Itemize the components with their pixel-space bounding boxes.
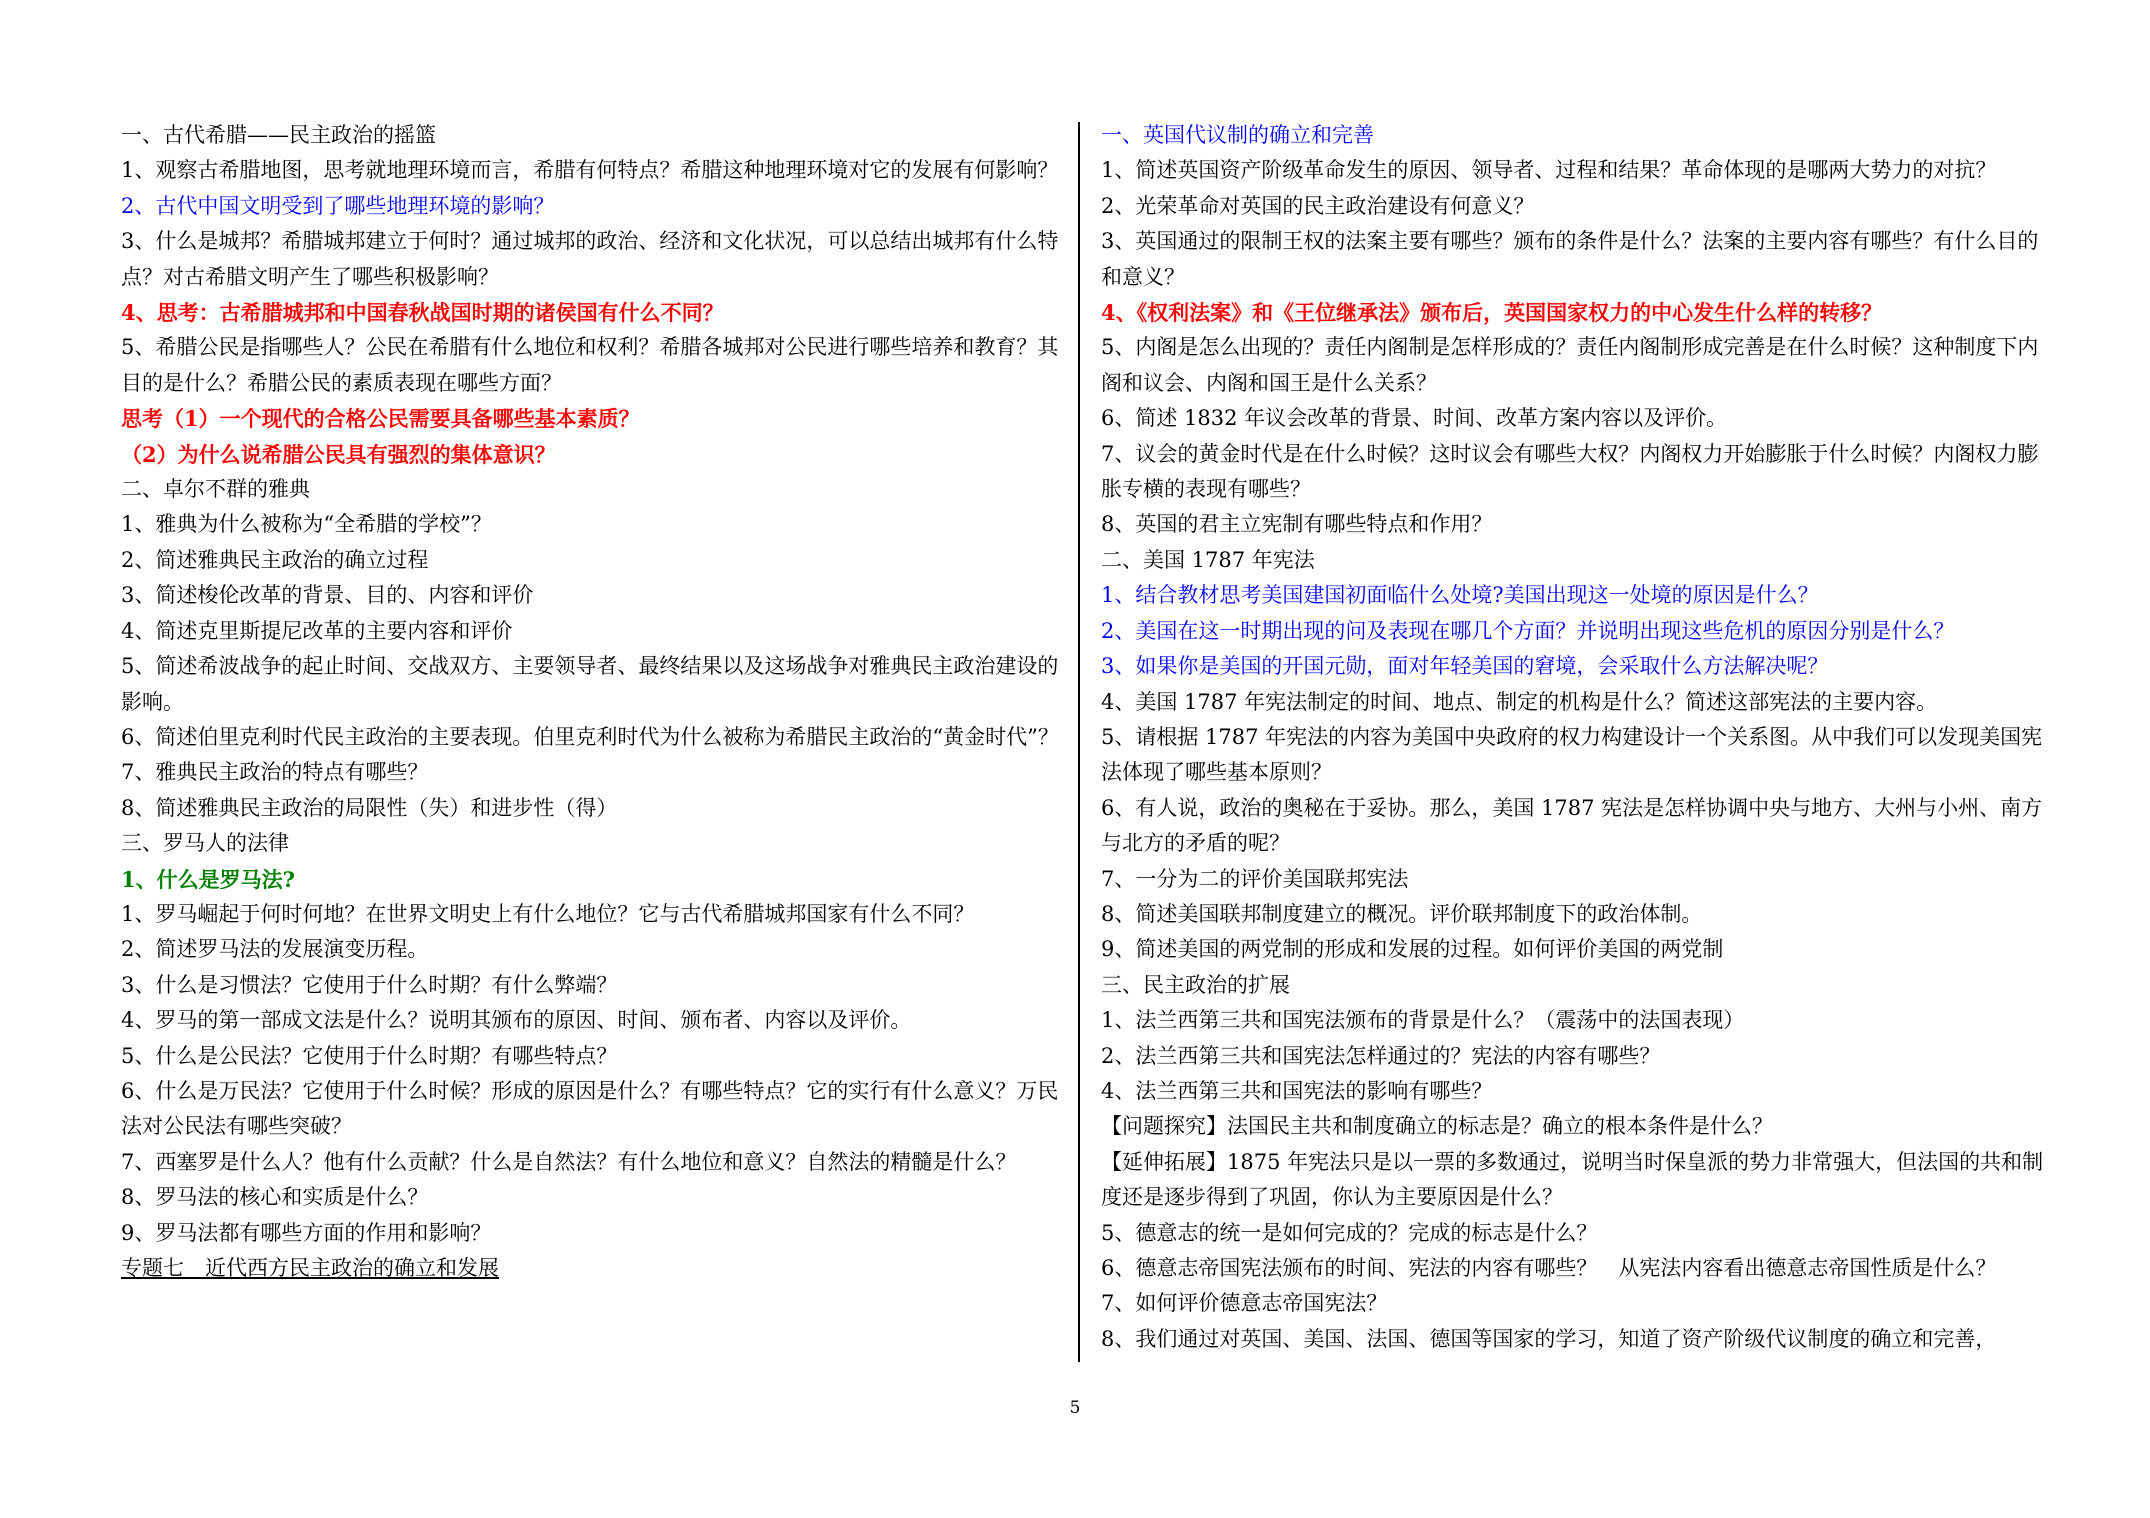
text-line: 6、简述伯里克利时代民主政治的主要表现。伯里克利时代为什么被称为希腊民主政治的“黄金时代”？ [121, 724, 1059, 749]
text-line: 9、罗马法都有哪些方面的作用和影响？ [121, 1220, 492, 1245]
text-line: 2、美国在这一时期出现的问及表现在哪几个方面？并说明出现这些危机的原因分别是什么？ [1101, 618, 1955, 643]
column-divider [1078, 122, 1080, 1362]
text-line: 一、英国代议制的确立和完善 [1101, 123, 1374, 147]
text-line: 7、议会的黄金时代是在什么时候？这时议会有哪些大权？内阁权力开始膨胀于什么时候？内阁权力膨胀专横的表现有哪些？ [1101, 441, 2039, 502]
text-line: 4、法兰西第三共和国宪法的影响有哪些？ [1101, 1078, 1493, 1103]
text-line: 3、什么是习惯法？它使用于什么时期？有什么弊端？ [121, 972, 618, 997]
text-line: 5、什么是公民法？它使用于什么时期？有哪些特点？ [121, 1043, 618, 1068]
text-line: 7、西塞罗是什么人？他有什么贡献？什么是自然法？有什么地位和意义？自然法的精髓是什么？ [121, 1149, 1017, 1174]
text-line: 8、罗马法的核心和实质是什么？ [121, 1185, 429, 1210]
text-line: 1、法兰西第三共和国宪法颁布的背景是什么？（震荡中的法国表现） [1101, 1008, 1745, 1033]
chapter-link[interactable]: 专题七 近代西方民主政治的确立和发展 [121, 1256, 499, 1280]
text-line: 3、什么是城邦？希腊城邦建立于何时？通过城邦的政治、经济和文化状况，可以总结出城邦有什么特点？对古希腊文明产生了哪些积极影响？ [121, 229, 1059, 289]
text-line: 4、《权利法案》和《王位继承法》颁布后，英国国家权力的中心发生什么样的转移？ [1101, 300, 1883, 326]
text-line: 1、雅典为什么被称为“全希腊的学校”？ [121, 512, 492, 537]
text-line: 1、结合教材思考美国建国初面临什么处境?美国出现这一处境的原因是什么？ [1101, 583, 1819, 608]
right-column [1101, 118, 2047, 1357]
text-line: 1、什么是罗马法? [121, 866, 295, 892]
text-line: 1、罗马崛起于何时何地？在世界文明史上有什么地位？它与古代希腊城邦国家有什么不同？ [121, 901, 975, 926]
text-line: 二、卓尔不群的雅典 [121, 477, 310, 502]
text-line: 4、简述克里斯提尼改革的主要内容和评价 [121, 618, 513, 643]
text-line: 2、简述罗马法的发展演变历程。 [121, 937, 429, 962]
text-line: 5、请根据 1787 年宪法的内容为美国中央政府的权力构建设计一个关系图。从中我们可以发现美国宪法体现了哪些基本原则？ [1101, 724, 2043, 785]
text-line: 2、简述雅典民主政治的确立过程 [121, 547, 429, 572]
text-line: 思考（1）一个现代的合格公民需要具备哪些基本素质？ [121, 406, 640, 432]
text-line: 5、内阁是怎么出现的？责任内阁制是怎样形成的？责任内阁制形成完善是在什么时候？这种制度下内阁和议会、内阁和国王是什么关系？ [1101, 335, 2039, 395]
text-line: 6、什么是万民法？它使用于什么时候？形成的原因是什么？有哪些特点？它的实行有什么意义？万民法对公民法有哪些突破？ [121, 1078, 1059, 1139]
text-line: （2）为什么说希腊公民具有强烈的集体意识？ [121, 441, 556, 467]
text-line: 2、法兰西第三共和国宪法怎样通过的？宪法的内容有哪些？ [1101, 1043, 1661, 1068]
text-line: 8、简述雅典民主政治的局限性（失）和进步性（得） [121, 795, 618, 820]
text-line: 6、有人说，政治的奥秘在于妥协。那么，美国 1787 宪法是怎样协调中央与地方、大州与小州、南方与北方的矛盾的呢？ [1101, 795, 2043, 856]
text-line: 4、思考：古希腊城邦和中国春秋战国时期的诸侯国有什么不同？ [121, 300, 724, 326]
text-line: 6、德意志帝国宪法颁布的时间、宪法的内容有哪些？ 从宪法内容看出德意志帝国性质是什么？ [1101, 1256, 1997, 1280]
text-line: 4、罗马的第一部成文法是什么？说明其颁布的原因、时间、颁布者、内容以及评价。 [121, 1008, 912, 1033]
text-line: 三、民主政治的扩展 [1101, 972, 1290, 997]
text-line: 1、简述英国资产阶级革命发生的原因、领导者、过程和结果？革命体现的是哪两大势力的对抗？ [1101, 158, 1997, 183]
text-line: 【延伸拓展】1875 年宪法只是以一票的多数通过，说明当时保皇派的势力非常强大，但法国的共和制度还是逐步得到了巩固，你认为主要原因是什么？ [1101, 1149, 2044, 1210]
text-line: 8、我们通过对英国、美国、法国、德国等国家的学习，知道了资产阶级代议制度的确立和完善， [1101, 1326, 1997, 1351]
text-line: 5、德意志的统一是如何完成的？完成的标志是什么？ [1101, 1220, 1598, 1245]
text-line: 9、简述美国的两党制的形成和发展的过程。如何评价美国的两党制 [1101, 937, 1724, 962]
text-line: 1、观察古希腊地图，思考就地理环境而言，希腊有何特点？希腊这种地理环境对它的发展有何影响？ [121, 158, 1059, 183]
text-line: 3、英国通过的限制王权的法案主要有哪些？颁布的条件是什么？法案的主要内容有哪些？有什么目的和意义？ [1101, 229, 2039, 289]
text-line: 一、古代希腊——民主政治的摇篮 [121, 123, 436, 147]
text-line: 3、如果你是美国的开国元勋，面对年轻美国的窘境，会采取什么方法解决呢？ [1101, 654, 1829, 679]
text-line: 7、一分为二的评价美国联邦宪法 [1101, 866, 1409, 891]
text-line: 3、简述梭伦改革的背景、目的、内容和评价 [121, 583, 534, 608]
text-line: 4、美国 1787 年宪法制定的时间、地点、制定的机构是什么？简述这部宪法的主要内容。 [1101, 689, 1938, 714]
text-line: 三、罗马人的法律 [121, 831, 289, 856]
text-line: 5、简述希波战争的起止时间、交战双方、主要领导者、最终结果以及这场战争对雅典民主政治建设的影响。 [121, 654, 1059, 714]
text-line: 8、英国的君主立宪制有哪些特点和作用？ [1101, 512, 1493, 537]
text-line: 7、雅典民主政治的特点有哪些？ [121, 760, 429, 785]
text-line: 2、光荣革命对英国的民主政治建设有何意义？ [1101, 193, 1535, 218]
text-line: 5、希腊公民是指哪些人？公民在希腊有什么地位和权利？希腊各城邦对公民进行哪些培养和教育？其目的是什么？希腊公民的素质表现在哪些方面？ [121, 335, 1059, 395]
text-line: 二、美国 1787 年宪法 [1101, 547, 1315, 572]
text-line: 6、简述 1832 年议会改革的背景、时间、改革方案内容以及评价。 [1101, 406, 1728, 431]
text-line: 【问题探究】法国民主共和制度确立的标志是？确立的根本条件是什么？ [1101, 1114, 1773, 1139]
text-line: 2、古代中国文明受到了哪些地理环境的影响？ [121, 193, 555, 218]
left-column [121, 118, 1067, 1286]
page-number: 5 [1069, 1398, 1081, 1418]
text-line: 8、简述美国联邦制度建立的概况。评价联邦制度下的政治体制。 [1101, 901, 1703, 926]
text-line: 7、如何评价德意志帝国宪法？ [1101, 1291, 1388, 1316]
